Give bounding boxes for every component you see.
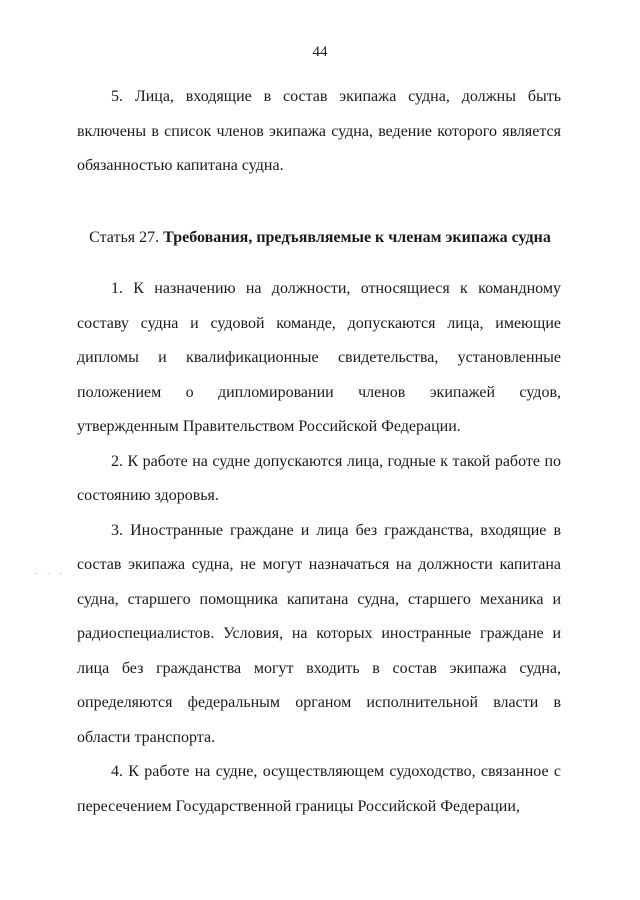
paragraph-5: 5. Лица, входящие в состав экипажа судна, должны быть включены в список членов экипажа судна, ведение которого является обязанностью капитана судна. [77, 88, 561, 174]
paragraph-2: 2. К работе на судне допускаются лица, годные к такой работе по состоянию здоровья. [77, 452, 561, 504]
article-body [77, 272, 561, 824]
paragraph-3: 3. Иностранные граждане и лица без гражданства, входящие в состав экипажа судна, не могут назначаться на должности капитана судна, старшего помощника капитана судна, старшего механика и радиоспециалистов. Условия, на которых иностранные граждане и лица без гражданства могут входить в состав экипажа судна, определяются федеральным органом исполнительной власти в области транспорта. [77, 521, 561, 746]
paragraph-4: 4. К работе на судне, осуществляющем судоходство, связанное с пересечением Государственной границы Российской Федерации, [77, 763, 561, 815]
article-label: Статья 27. [89, 229, 160, 246]
article-heading [0, 226, 640, 250]
paragraph-1: 1. К назначению на должности, относящиеся к командному составу судна и судовой команде, допускаются лица, имеющие дипломы и квалификационные свидетельства, установленные положением о дипломировании членов экипажей судов, утвержденным Правительством Российской Федерации. [77, 280, 561, 435]
page-number: 44 [312, 44, 328, 60]
scan-margin-mark: · · · [34, 568, 66, 580]
article-title: Требования, предъявляемые к членам экипажа судна [163, 229, 551, 246]
top-paragraph-block [77, 80, 561, 184]
